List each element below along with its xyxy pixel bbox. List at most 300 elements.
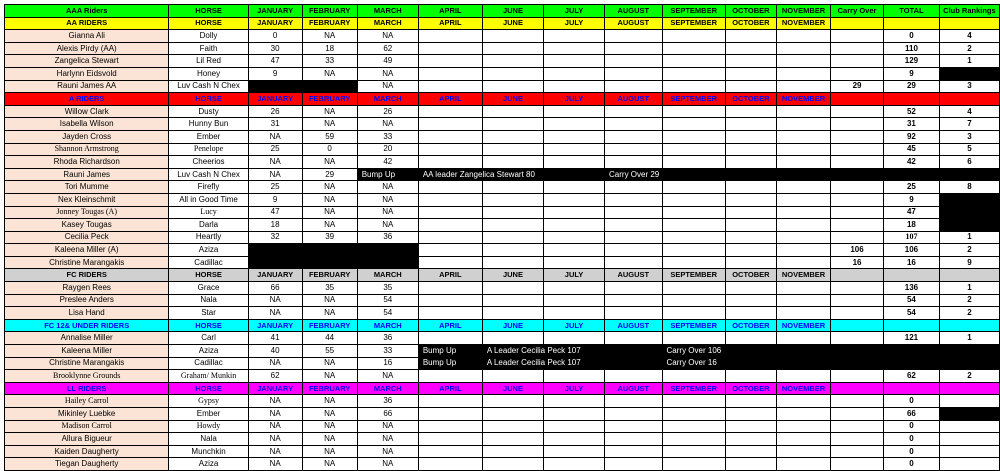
month-empty [544,80,605,93]
month-empty [482,445,543,458]
leader-note: AA leader Zangelica Stewart 80 [418,168,604,181]
club-ranking: 2 [939,370,999,383]
rider-name: Tiegan Daugherty [5,458,169,471]
month-empty [482,118,543,131]
month-empty [662,67,725,80]
month-empty [482,282,543,295]
horse-name: All in Good Time [169,193,248,206]
month-value: NA [357,80,418,93]
month-empty [418,206,482,219]
month-empty [605,206,663,219]
month-empty [776,219,830,232]
month-empty [418,395,482,408]
section-header-cell: NOVEMBER [776,17,830,30]
month-value: NA [302,458,357,471]
month-empty [418,294,482,307]
bump-up-note: Bump Up [418,345,482,358]
section-header-cell: JANUARY [248,93,302,106]
month-value: 66 [357,408,418,421]
month-value: NA [357,445,418,458]
month-empty [605,130,663,143]
section-header-cell: JUNE [482,319,543,332]
month-empty [482,256,543,269]
club-ranking: 3 [939,130,999,143]
month-empty [776,458,830,471]
caption-header-cell: APRIL [418,5,482,18]
month-empty [605,231,663,244]
total-value: 110 [884,42,940,55]
month-value: 62 [357,42,418,55]
month-empty [662,193,725,206]
table-row [5,168,1000,181]
month-empty [662,433,725,446]
total-value: 106 [884,244,940,257]
month-value: NA [302,156,357,169]
rider-name: Jonney Tougas (A) [5,206,169,219]
carry-over-value [831,332,884,345]
total-value: 9 [884,67,940,80]
total-value: 42 [884,156,940,169]
month-empty [662,231,725,244]
month-value: 62 [248,370,302,383]
club-ranking: 1 [939,231,999,244]
month-empty [725,143,776,156]
rider-name: Kaleena Miller [5,345,169,358]
section-header-cell: JANUARY [248,269,302,282]
month-empty [725,420,776,433]
section-header-cell: NOVEMBER [776,269,830,282]
section-header-cell: JUNE [482,17,543,30]
total-value: 0 [884,458,940,471]
month-empty [605,395,663,408]
month-empty [605,256,663,269]
total-value: 54 [884,294,940,307]
total-value: 107 [884,231,940,244]
caption-header-cell: AUGUST [605,5,663,18]
caption-header-cell: Club Rankings [939,5,999,18]
month-value: 36 [357,332,418,345]
month-empty [418,445,482,458]
section-header-cell: OCTOBER [725,269,776,282]
month-value: 47 [248,206,302,219]
month-value: 59 [302,130,357,143]
month-empty [605,55,663,68]
horse-name: Firefly [169,181,248,194]
month-value: 31 [248,118,302,131]
table-row [5,294,1000,307]
month-empty [605,143,663,156]
club-ranking: 6 [939,156,999,169]
section-header-cell: HORSE [169,269,248,282]
month-empty [725,294,776,307]
month-empty [482,105,543,118]
month-empty [725,395,776,408]
month-value: NA [248,408,302,421]
blocked-months [248,256,418,269]
month-empty [482,219,543,232]
month-empty [662,80,725,93]
month-empty [544,231,605,244]
horse-name: Munchkin [169,445,248,458]
month-value: 66 [248,282,302,295]
month-empty [482,156,543,169]
section-header-cell [884,382,940,395]
month-empty [544,244,605,257]
month-empty [725,55,776,68]
month-empty [776,244,830,257]
table-row [5,193,1000,206]
table-row [5,55,1000,68]
month-empty [418,42,482,55]
section-header-cell [831,17,884,30]
section-header-cell: APRIL [418,319,482,332]
section-header-cell: AA RIDERS [5,17,169,30]
month-value: NA [302,433,357,446]
month-empty [418,156,482,169]
table-row [5,42,1000,55]
month-empty [605,433,663,446]
month-empty [605,307,663,320]
month-empty [776,67,830,80]
section-header-cell [939,382,999,395]
month-value: 32 [248,231,302,244]
total-value: 47 [884,206,940,219]
month-value: NA [248,458,302,471]
month-empty [605,42,663,55]
rider-name: Preslee Anders [5,294,169,307]
month-empty [544,370,605,383]
month-empty [776,105,830,118]
month-empty [662,370,725,383]
section-header-cell [939,93,999,106]
month-empty [776,395,830,408]
carry-over-value [831,206,884,219]
rider-name: Harlynn Eidsvold [5,67,169,80]
section-header-cell: JULY [544,319,605,332]
rider-name: Annalise Miller [5,332,169,345]
section-header-cell: JULY [544,17,605,30]
horse-name: Darla [169,219,248,232]
section-header-cell [884,17,940,30]
month-empty [725,130,776,143]
caption-header-row [5,5,1000,18]
month-empty [776,130,830,143]
month-value: 26 [248,105,302,118]
rider-name: Allura Bigueur [5,433,169,446]
section-header-cell: JUNE [482,269,543,282]
carry-over-value [831,193,884,206]
month-empty [725,433,776,446]
month-empty [605,458,663,471]
month-empty [418,332,482,345]
month-empty [544,30,605,43]
month-empty [725,332,776,345]
rider-name: Rauni James AA [5,80,169,93]
month-value: NA [302,445,357,458]
month-empty [418,458,482,471]
rider-name: Kaleena Miller (A) [5,244,169,257]
table-row [5,67,1000,80]
club-ranking: 1 [939,282,999,295]
section-header-cell: A RIDERS [5,93,169,106]
section-header-cell: HORSE [169,93,248,106]
month-empty [776,231,830,244]
club-ranking: 3 [939,80,999,93]
section-header-cell: MARCH [357,17,418,30]
horse-name: Dusty [169,105,248,118]
month-empty [725,193,776,206]
month-value: 55 [302,345,357,358]
month-value: 54 [357,294,418,307]
section-header-cell [831,269,884,282]
section-header-cell: HORSE [169,382,248,395]
section-header-cell: FEBRUARY [302,269,357,282]
section-header-cell: JANUARY [248,319,302,332]
month-empty [605,420,663,433]
month-empty [725,181,776,194]
month-empty [725,30,776,43]
month-value: NA [248,433,302,446]
month-empty [776,80,830,93]
month-value: 35 [302,282,357,295]
total-value: 129 [884,55,940,68]
horse-name: Lucy [169,206,248,219]
month-value: NA [302,307,357,320]
club-ranking: 4 [939,105,999,118]
total-value: 0 [884,445,940,458]
rider-name: Raygen Rees [5,282,169,295]
month-value: NA [357,433,418,446]
month-empty [725,219,776,232]
month-empty [605,370,663,383]
month-empty [482,332,543,345]
section-header-cell: SEPTEMBER [662,269,725,282]
carry-over-value [831,181,884,194]
club-ranking: 2 [939,244,999,257]
month-value: NA [302,370,357,383]
carry-over-value [831,42,884,55]
month-empty [482,67,543,80]
month-empty [662,307,725,320]
month-empty [482,370,543,383]
month-empty [544,67,605,80]
month-empty [482,30,543,43]
caption-header-cell: JANUARY [248,5,302,18]
horse-name: Penelope [169,143,248,156]
month-value: NA [248,130,302,143]
month-value: NA [302,395,357,408]
table-row [5,370,1000,383]
bump-up-note: Bump Up [418,357,482,370]
section-header-cell: JULY [544,382,605,395]
section-header-cell [939,269,999,282]
month-empty [662,256,725,269]
club-ranking [939,219,999,232]
rider-name: Kasey Tougas [5,219,169,232]
month-empty [418,105,482,118]
horse-name: Ember [169,408,248,421]
horse-name: Cheerios [169,156,248,169]
month-empty [482,244,543,257]
horse-name: Hunny Bun [169,118,248,131]
bump-up-note: Bump Up [357,168,418,181]
carry-over-value [831,395,884,408]
month-empty [662,395,725,408]
month-empty [662,282,725,295]
month-empty [662,458,725,471]
month-empty [725,42,776,55]
month-value: 35 [357,282,418,295]
horse-name: Howdy [169,420,248,433]
month-empty [482,231,543,244]
month-empty [662,420,725,433]
horse-name: Gypsy [169,395,248,408]
month-empty [544,458,605,471]
table-row [5,219,1000,232]
month-empty [418,80,482,93]
month-empty [725,105,776,118]
total-value: 31 [884,118,940,131]
month-empty [482,458,543,471]
section-header-cell [939,17,999,30]
month-empty [544,193,605,206]
month-empty [725,118,776,131]
club-ranking [939,433,999,446]
month-empty [776,143,830,156]
section-header-cell: OCTOBER [725,319,776,332]
month-value: NA [302,420,357,433]
month-empty [725,282,776,295]
month-empty [725,231,776,244]
horse-name: Cadillac [169,256,248,269]
carry-over-value [831,294,884,307]
month-empty [662,30,725,43]
table-row [5,345,1000,358]
rider-name: Lisa Hand [5,307,169,320]
horse-name: Aziza [169,345,248,358]
month-empty [725,244,776,257]
month-empty [544,420,605,433]
section-header-cell: MARCH [357,319,418,332]
section-header-cell: JULY [544,93,605,106]
club-ranking [939,408,999,421]
month-value: 40 [248,345,302,358]
month-empty [418,219,482,232]
section-header-cell: MARCH [357,93,418,106]
month-empty [776,42,830,55]
month-value: NA [248,156,302,169]
month-empty [776,156,830,169]
blocked-months [248,80,357,93]
horse-name: Dolly [169,30,248,43]
month-empty [725,156,776,169]
month-value: NA [302,408,357,421]
month-empty [482,395,543,408]
month-value: NA [302,357,357,370]
month-value: 16 [357,357,418,370]
month-value: NA [357,420,418,433]
month-empty [662,143,725,156]
month-value: NA [357,458,418,471]
table-row [5,433,1000,446]
horse-name: Luv Cash N Chex [169,168,248,181]
total-value: 0 [884,30,940,43]
section-header-cell: FEBRUARY [302,382,357,395]
month-empty [662,181,725,194]
horse-name: Nala [169,294,248,307]
month-empty [725,408,776,421]
total-value: 136 [884,282,940,295]
month-empty [418,143,482,156]
month-empty [605,244,663,257]
month-empty [544,256,605,269]
month-empty [662,219,725,232]
club-ranking: 2 [939,42,999,55]
section-header-row [5,382,1000,395]
total-value: 29 [884,80,940,93]
caption-header-cell: TOTAL [884,5,940,18]
rider-name: Isabella Wilson [5,118,169,131]
total-value: 18 [884,219,940,232]
month-empty [605,282,663,295]
section-header-cell [884,319,940,332]
section-header-row [5,319,1000,332]
month-empty [725,206,776,219]
table-row [5,118,1000,131]
month-empty [605,30,663,43]
month-empty [418,307,482,320]
blocked-months [248,244,418,257]
section-header-cell: HORSE [169,17,248,30]
section-header-cell [884,269,940,282]
section-header-cell: AUGUST [605,93,663,106]
month-value: 36 [357,395,418,408]
section-header-cell: SEPTEMBER [662,17,725,30]
rider-name: Brooklynne Grounds [5,370,169,383]
month-empty [482,206,543,219]
month-empty [776,445,830,458]
club-ranking: 8 [939,181,999,194]
month-empty [418,370,482,383]
month-value: NA [248,420,302,433]
caption-header-cell: AAA Riders [5,5,169,18]
rankings-table-body [5,5,1000,471]
rider-name: Nex Kleinschmit [5,193,169,206]
month-empty [482,181,543,194]
month-empty [662,105,725,118]
month-empty [605,118,663,131]
club-ranking [939,67,999,80]
section-header-cell: MARCH [357,269,418,282]
month-value: NA [302,181,357,194]
section-header-cell: HORSE [169,319,248,332]
club-ranking [939,193,999,206]
month-value: 9 [248,67,302,80]
section-header-cell: SEPTEMBER [662,319,725,332]
month-empty [662,42,725,55]
section-header-cell: AUGUST [605,382,663,395]
month-value: NA [302,294,357,307]
month-value: 29 [302,168,357,181]
caption-header-cell: NOVEMBER [776,5,830,18]
month-empty [662,408,725,421]
month-empty [544,445,605,458]
section-header-cell [831,93,884,106]
carry-over-value [831,307,884,320]
month-value: 9 [248,193,302,206]
horse-name: Cadillac [169,357,248,370]
horse-name: Aziza [169,244,248,257]
